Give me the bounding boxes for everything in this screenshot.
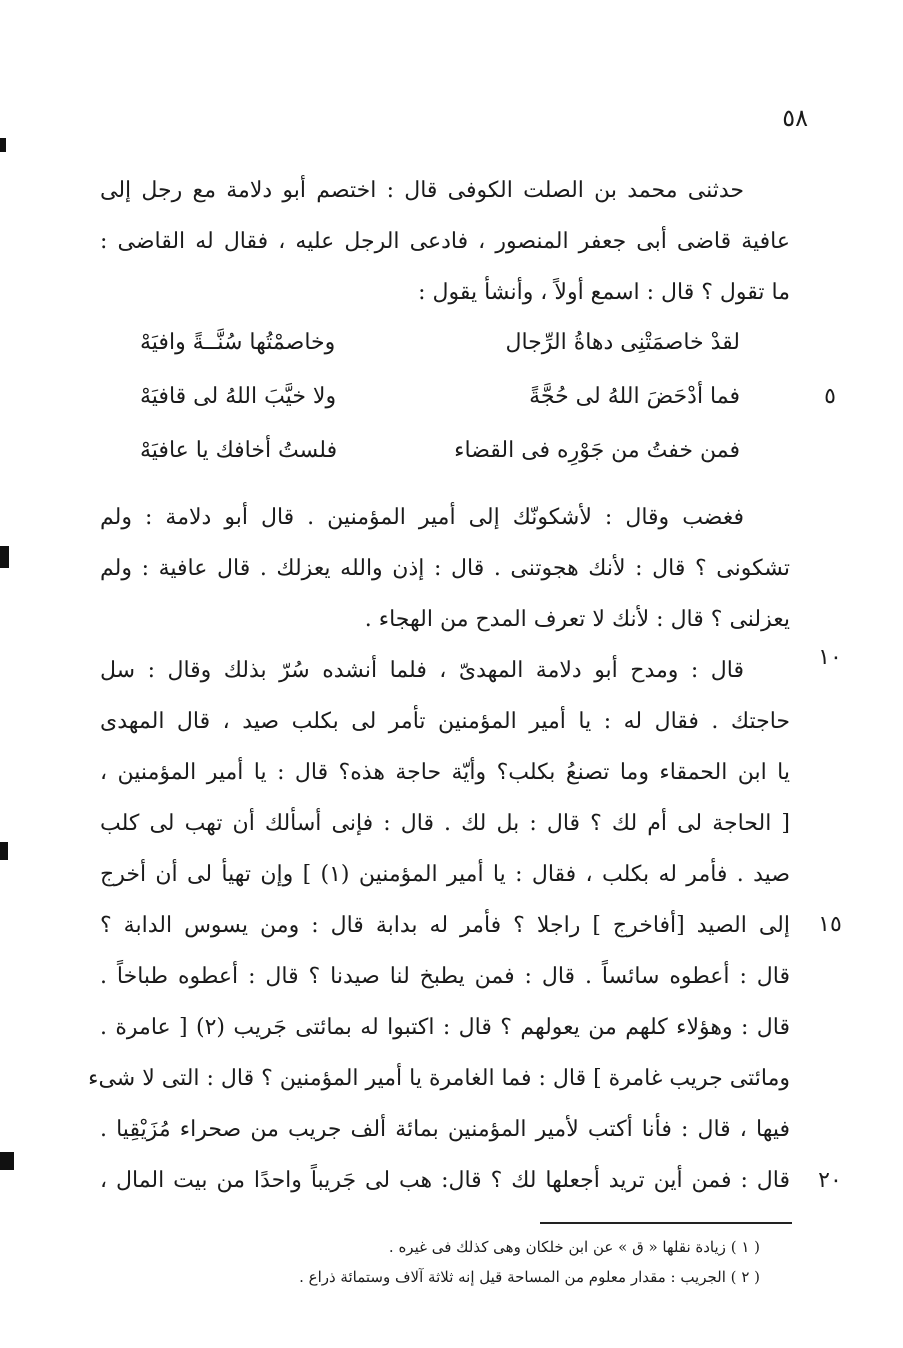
footnote: ( ٢ ) الجريب : مقدار معلوم من المساحة قيل إنه ثلاثة آلاف وستمائة ذراع . — [299, 1268, 760, 1286]
verse-first-hemistich: لقدْ خاصمَتْنِى دهاةُ الرِّجال — [505, 330, 740, 355]
text-line: حاجتك . فقال له : يا أمير المؤمنين تأمر لى بكلب صيد ، قال المهدى — [100, 709, 790, 734]
text-line: [ الحاجة لى أم لك ؟ قال : بل لك . قال : فإنى أسألك أن تهب لى كلب — [100, 811, 790, 836]
line-number: ٢٠ — [818, 1168, 842, 1193]
footnote-separator — [540, 1222, 792, 1224]
text-line: ومائتى جريب غامرة ] قال : فما الغامرة يا أمير المؤمنين ؟ قال : التى لا شىء — [88, 1066, 790, 1091]
line-number: ٥ — [824, 384, 836, 409]
line-number: ١٥ — [818, 912, 842, 937]
text-line: حدثنى محمد بن الصلت الكوفى قال : اختصم أبو دلامة مع رجل إلى — [100, 178, 744, 203]
text-line: قال : أعطوه سائساً . قال : فمن يطبخ لنا صيدنا ؟ قال : أعطوه طباخاً . — [100, 964, 790, 989]
text-line: فيها ، قال : فأنا أكتب لأمير المؤمنين بمائة ألف جريب من صحراء مُزَيْقِيا . — [100, 1117, 790, 1142]
text-line: تشكونى ؟ قال : لأنك هجوتنى . قال : إذن والله يعزلك . قال عافية : ولم — [100, 556, 790, 581]
text-line: فغضب وقال : لأشكونّك إلى أمير المؤمنين . قال أبو دلامة : ولم — [100, 505, 744, 530]
verse-line — [140, 436, 740, 466]
text-line: يعزلنى ؟ قال : لأنك لا تعرف المدح من الهجاء . — [364, 607, 790, 632]
page-number: ٥٨ — [782, 104, 808, 132]
text-line: قال : ومدح أبو دلامة المهدىّ ، فلما أنشده سُرّ بذلك وقال : سل — [100, 658, 744, 683]
verse-first-hemistich: فما أدْحَضَ اللهُ لى حُجَّةً — [529, 384, 740, 409]
text-line: قال : وهؤلاء كلهم من يعولهم ؟ قال : اكتبوا له بمائتى جَريب (٢) [ عامرة . — [100, 1015, 790, 1040]
verse-line — [140, 328, 740, 358]
verse-first-hemistich: فمن خفتُ من جَوْرِه فى القضاء — [454, 438, 740, 463]
text-line: ما تقول ؟ قال : اسمع أولاً ، وأنشأ يقول : — [418, 280, 790, 305]
scan-edge-mark — [0, 1152, 14, 1170]
verse-second-hemistich: فلستُ أخافك يا عافيَهْ — [140, 438, 338, 463]
scan-edge-mark — [0, 138, 6, 152]
text-line: يا ابن الحمقاء وما تصنعُ بكلب؟ وأيّة حاجة هذه؟ قال : يا أمير المؤمنين ، — [100, 760, 790, 785]
text-line: قال : فمن أين تريد أجعلها لك ؟ قال: هب لى جَريباً واحدًا من بيت المال ، — [100, 1168, 790, 1193]
verse-second-hemistich: ولا خيَّبَ اللهُ لى قافيَهْ — [140, 384, 337, 409]
text-line: إلى الصيد [أفاخرج ] راجلا ؟ فأمر له بدابة قال : ومن يسوس الدابة ؟ — [100, 913, 790, 938]
verse-second-hemistich: وخاصمْتُها سُنَّــةً وافيَهْ — [140, 330, 336, 355]
line-number: ١٠ — [818, 645, 842, 670]
text-line: صيد . فأمر له بكلب ، فقال : يا أمير المؤمنين (١) ] وإن تهيأ لى أن أخرج — [100, 862, 790, 887]
text-line: عافية قاضى أبى جعفر المنصور ، فادعى الرجل عليه ، فقال له القاضى : — [100, 229, 790, 254]
scan-edge-mark — [0, 546, 9, 568]
scan-edge-mark — [0, 842, 8, 860]
verse-line — [140, 382, 740, 412]
footnote: ( ١ ) زيادة نقلها « ق » عن ابن خلكان وهى كذلك فى غيره . — [388, 1238, 760, 1256]
